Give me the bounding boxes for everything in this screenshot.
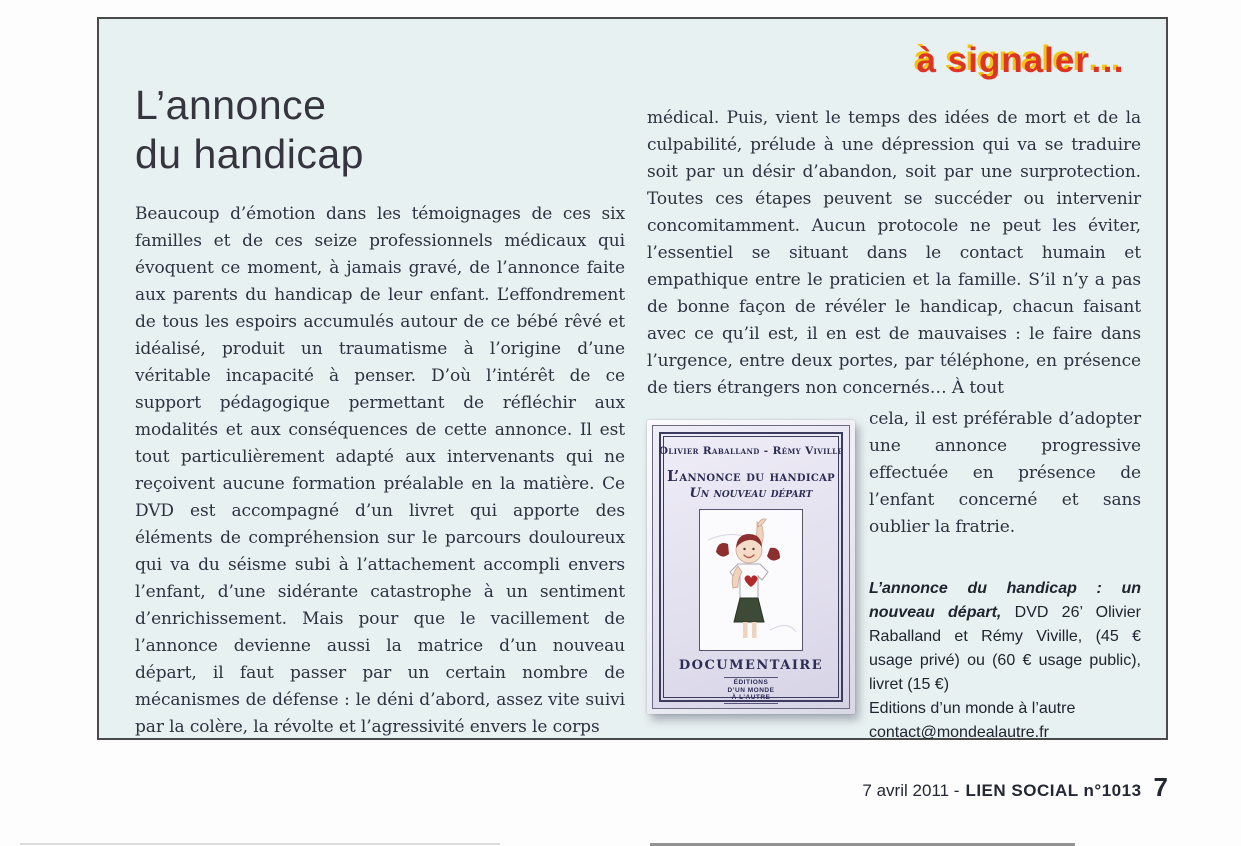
article-page-panel: [97, 17, 1168, 740]
article-paragraph-right-top: médical. Puis, vient le temps des idées de mort et de la culpabilité, prélude à une dépression qui va se traduire soit par un désir d’abandon, soit par une surprotection. Toutes ces étapes peuvent se succéder ou intervenir concomitamment. Aucun protocole ne peut les éviter, l’essentiel se situant dans le contact humain et empathique entre le praticien et la famille. S’il n’y a pas de bonne façon de révéler le handicap, chacun faisant avec ce qu’il est, il en est de mauvaises : le faire dans l’urgence, entre deux portes, par téléphone, en présence de tiers étrangers non concernés… À tout: [647, 108, 1141, 398]
dvd-subtitle: Un nouveau départ: [689, 486, 813, 501]
caption-details: DVD 26’ Olivier Raballand et Rémy Viville, (45 € usage privé) ou (60 € usage public), livret (15 €): [869, 604, 1142, 693]
girl-drawing-svg: [700, 510, 802, 650]
media-row: [647, 406, 1141, 745]
article-column-right: [647, 105, 1141, 745]
caption-publisher: Editions d’un monde à l’autre: [869, 700, 1076, 717]
section-label: à signaler…: [916, 41, 1126, 80]
dvd-caption: [869, 577, 1141, 745]
dvd-publisher-line3: À L’AUTRE: [731, 694, 771, 701]
dvd-cover-photo: [647, 420, 855, 714]
footer-page-number: 7: [1153, 772, 1168, 802]
dvd-publisher-logo: [724, 677, 779, 704]
dvd-publisher-line1: ÉDITIONS: [733, 679, 769, 686]
page-footer: [862, 772, 1168, 803]
caption-title: L’annonce du handicap : un nouveau départ,: [869, 580, 1141, 621]
dvd-cover: [652, 425, 850, 709]
dvd-cover-frame: [659, 432, 843, 702]
page-title: [135, 81, 364, 179]
dvd-authors: Olivier Raballand - Rémy Viville: [658, 445, 844, 457]
dvd-cover-frame-inner: [658, 436, 844, 701]
scan-artifact-smudge: [20, 843, 500, 845]
article-paragraph-right-wrap: cela, il est préférable d’adopter une annonce progressive effectuée en présence de l’enfant concerné et sans oublier la fratrie.: [869, 409, 1141, 537]
dvd-publisher-line2: D’UN MONDE: [727, 686, 775, 694]
girl-illustration: [699, 509, 803, 651]
footer-journal-title: LIEN SOCIAL n°1013: [965, 781, 1142, 800]
article-paragraph-left: Beaucoup d’émotion dans les témoignages de ces six familles et de ces seize professionnels médicaux qui évoquent ce moment, à jamais gravé, de l’annonce faite aux parents du handicap de leur enfant. L’effondrement de tous les espoirs accumulés autour de ce bébé rêvé et idéalisé, produit un traumatisme à l’origine d’une véritable incapacité à penser. D’où l’intérêt de ce support pédagogique permettant de réfléchir aux modalités et aux conséquences de cette annonce. Il est tout particulièrement adapté aux intervenants qui ne reçoivent aucune formation préalable en la matière. Ce DVD est accompagné d’un livret qui apporte des éléments de compréhension sur le parcours douloureux qui va du séisme subi à l’attachement accompli envers l’enfant, d’une sidérante catastrophe à un sentiment d’enrichissement. Mais pour que le vacillement de l’annonce devienne aussi la matrice d’un nouveau départ, il faut passer par un certain nombre de mécanismes de défense : le déni d’abord, assez vite suivi par la colère, la révolte et l’agressivité envers le corps: [135, 204, 625, 737]
right-sub-column: [869, 406, 1141, 745]
caption-contact-email: contact@mondealautre.fr: [869, 724, 1049, 741]
article-column-left: [135, 201, 625, 741]
dvd-title: L’annonce du handicap: [667, 468, 835, 485]
page-title-line2: du handicap: [135, 131, 364, 177]
dvd-genre: DOCUMENTAIRE: [678, 658, 824, 673]
footer-date: 7 avril 2011 -: [862, 781, 960, 800]
page-title-line1: L’annonce: [135, 82, 327, 128]
